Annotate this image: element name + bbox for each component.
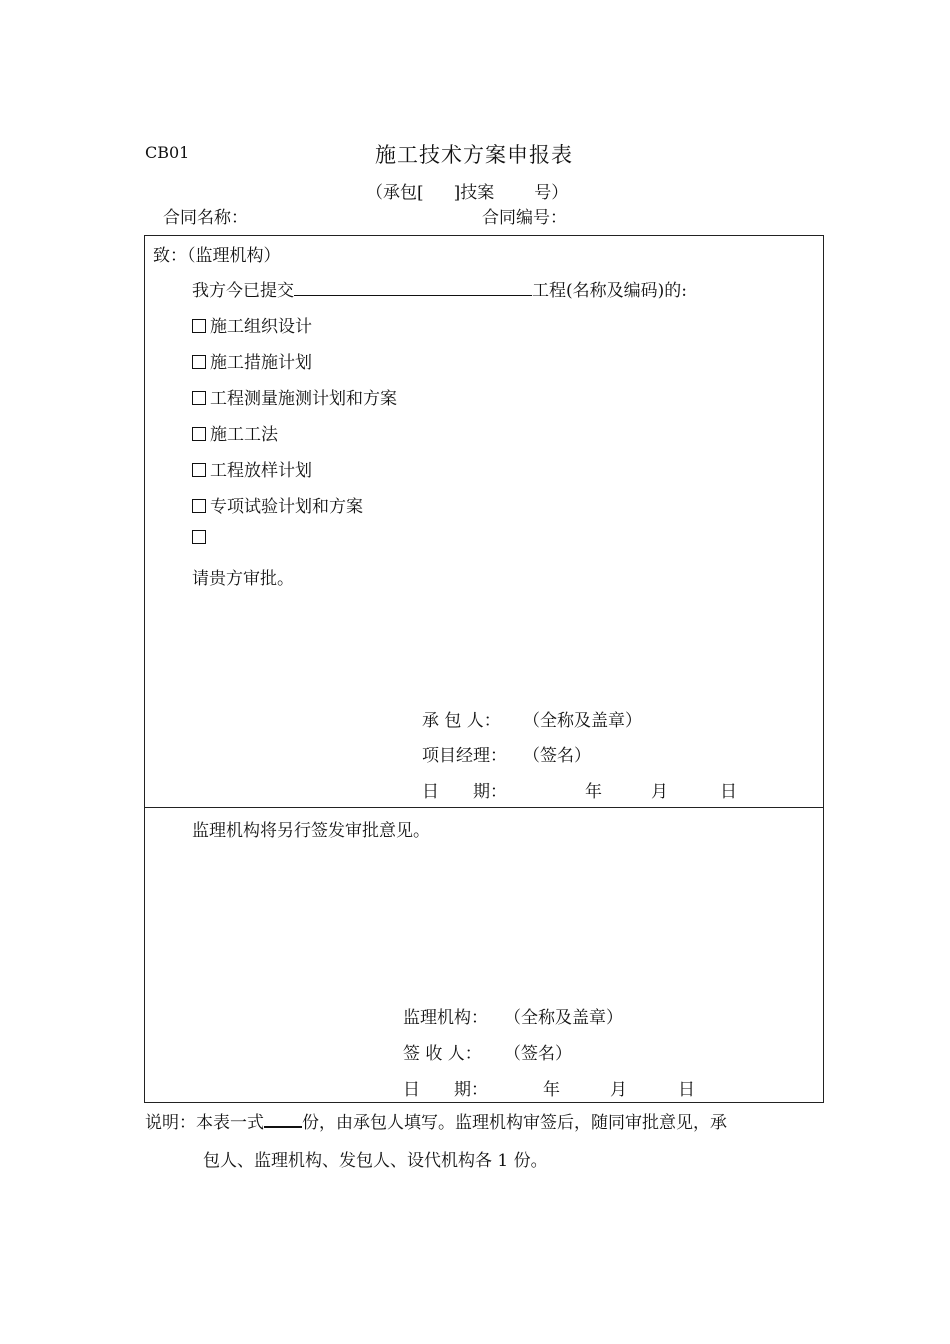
contractor-value: （全称及盖章） (523, 711, 642, 731)
submit-suffix: 工程(名称及编码)的: (532, 281, 687, 301)
pm-label: 项目经理： (422, 746, 507, 766)
contract-name-label: 合同名称： (163, 208, 248, 228)
option-label: 工程测量施测计划和方案 (210, 389, 397, 409)
request-text: 请贵方审批。 (192, 569, 294, 589)
option-row[interactable] (192, 420, 278, 445)
option-row[interactable] (192, 528, 210, 548)
day-label: 日 (678, 1080, 695, 1100)
year-label: 年 (543, 1080, 560, 1100)
form-number-line (366, 178, 568, 203)
option-row[interactable] (192, 384, 397, 409)
agency-label: 监理机构： (403, 1008, 488, 1028)
copies-blank[interactable] (264, 1111, 302, 1128)
option-row[interactable] (192, 312, 312, 337)
submit-prefix: 我方今已提交 (192, 281, 294, 301)
option-label: 工程放样计划 (210, 461, 312, 481)
note-prefix: 说明：本表一式 (145, 1113, 264, 1133)
option-label: 施工工法 (210, 425, 278, 445)
pm-value: （签名） (523, 746, 591, 766)
year-label: 年 (585, 782, 602, 802)
form-code: CB01 (145, 143, 190, 162)
note-suffix: 份，由承包人填写。监理机构审签后，随同审批意见，承 (302, 1113, 727, 1133)
option-label: 专项试验计划和方案 (210, 497, 363, 517)
form-box (144, 235, 824, 1103)
submit-line (192, 276, 687, 301)
day-label: 日 (720, 782, 737, 802)
checkbox[interactable] (192, 530, 206, 544)
date-label: 日 期： (422, 782, 507, 802)
subtitle-mid: ]技案 (453, 183, 495, 203)
month-label: 月 (610, 1080, 627, 1100)
footer-note-line2: 包人、监理机构、发包人、设代机构各 1 份。 (203, 1151, 548, 1171)
option-row[interactable] (192, 456, 312, 481)
agency-value: （全称及盖章） (504, 1008, 623, 1028)
checkbox[interactable] (192, 355, 206, 369)
checkbox[interactable] (192, 391, 206, 405)
opinion-text: 监理机构将另行签发审批意见。 (192, 821, 430, 841)
receiver-label: 签 收 人： (403, 1044, 482, 1064)
subtitle-suffix: 号） (534, 183, 569, 203)
contractor-label: 承 包 人： (422, 711, 501, 731)
option-label: 施工组织设计 (210, 317, 312, 337)
subtitle-prefix: （承包[ (366, 183, 424, 203)
checkbox[interactable] (192, 499, 206, 513)
checkbox[interactable] (192, 319, 206, 333)
receiver-value: （签名） (504, 1044, 572, 1064)
to-label: 致：（监理机构） (153, 246, 281, 266)
form-title: 施工技术方案申报表 (375, 143, 573, 167)
section-divider (145, 807, 823, 808)
checkbox[interactable] (192, 463, 206, 477)
checkbox[interactable] (192, 427, 206, 441)
option-row[interactable] (192, 348, 312, 373)
option-label: 施工措施计划 (210, 353, 312, 373)
contract-no-label: 合同编号： (482, 208, 567, 228)
date-label: 日 期： (403, 1080, 488, 1100)
option-row[interactable] (192, 492, 363, 517)
footer-note (145, 1108, 727, 1133)
project-name-blank[interactable] (294, 279, 532, 296)
month-label: 月 (651, 782, 668, 802)
